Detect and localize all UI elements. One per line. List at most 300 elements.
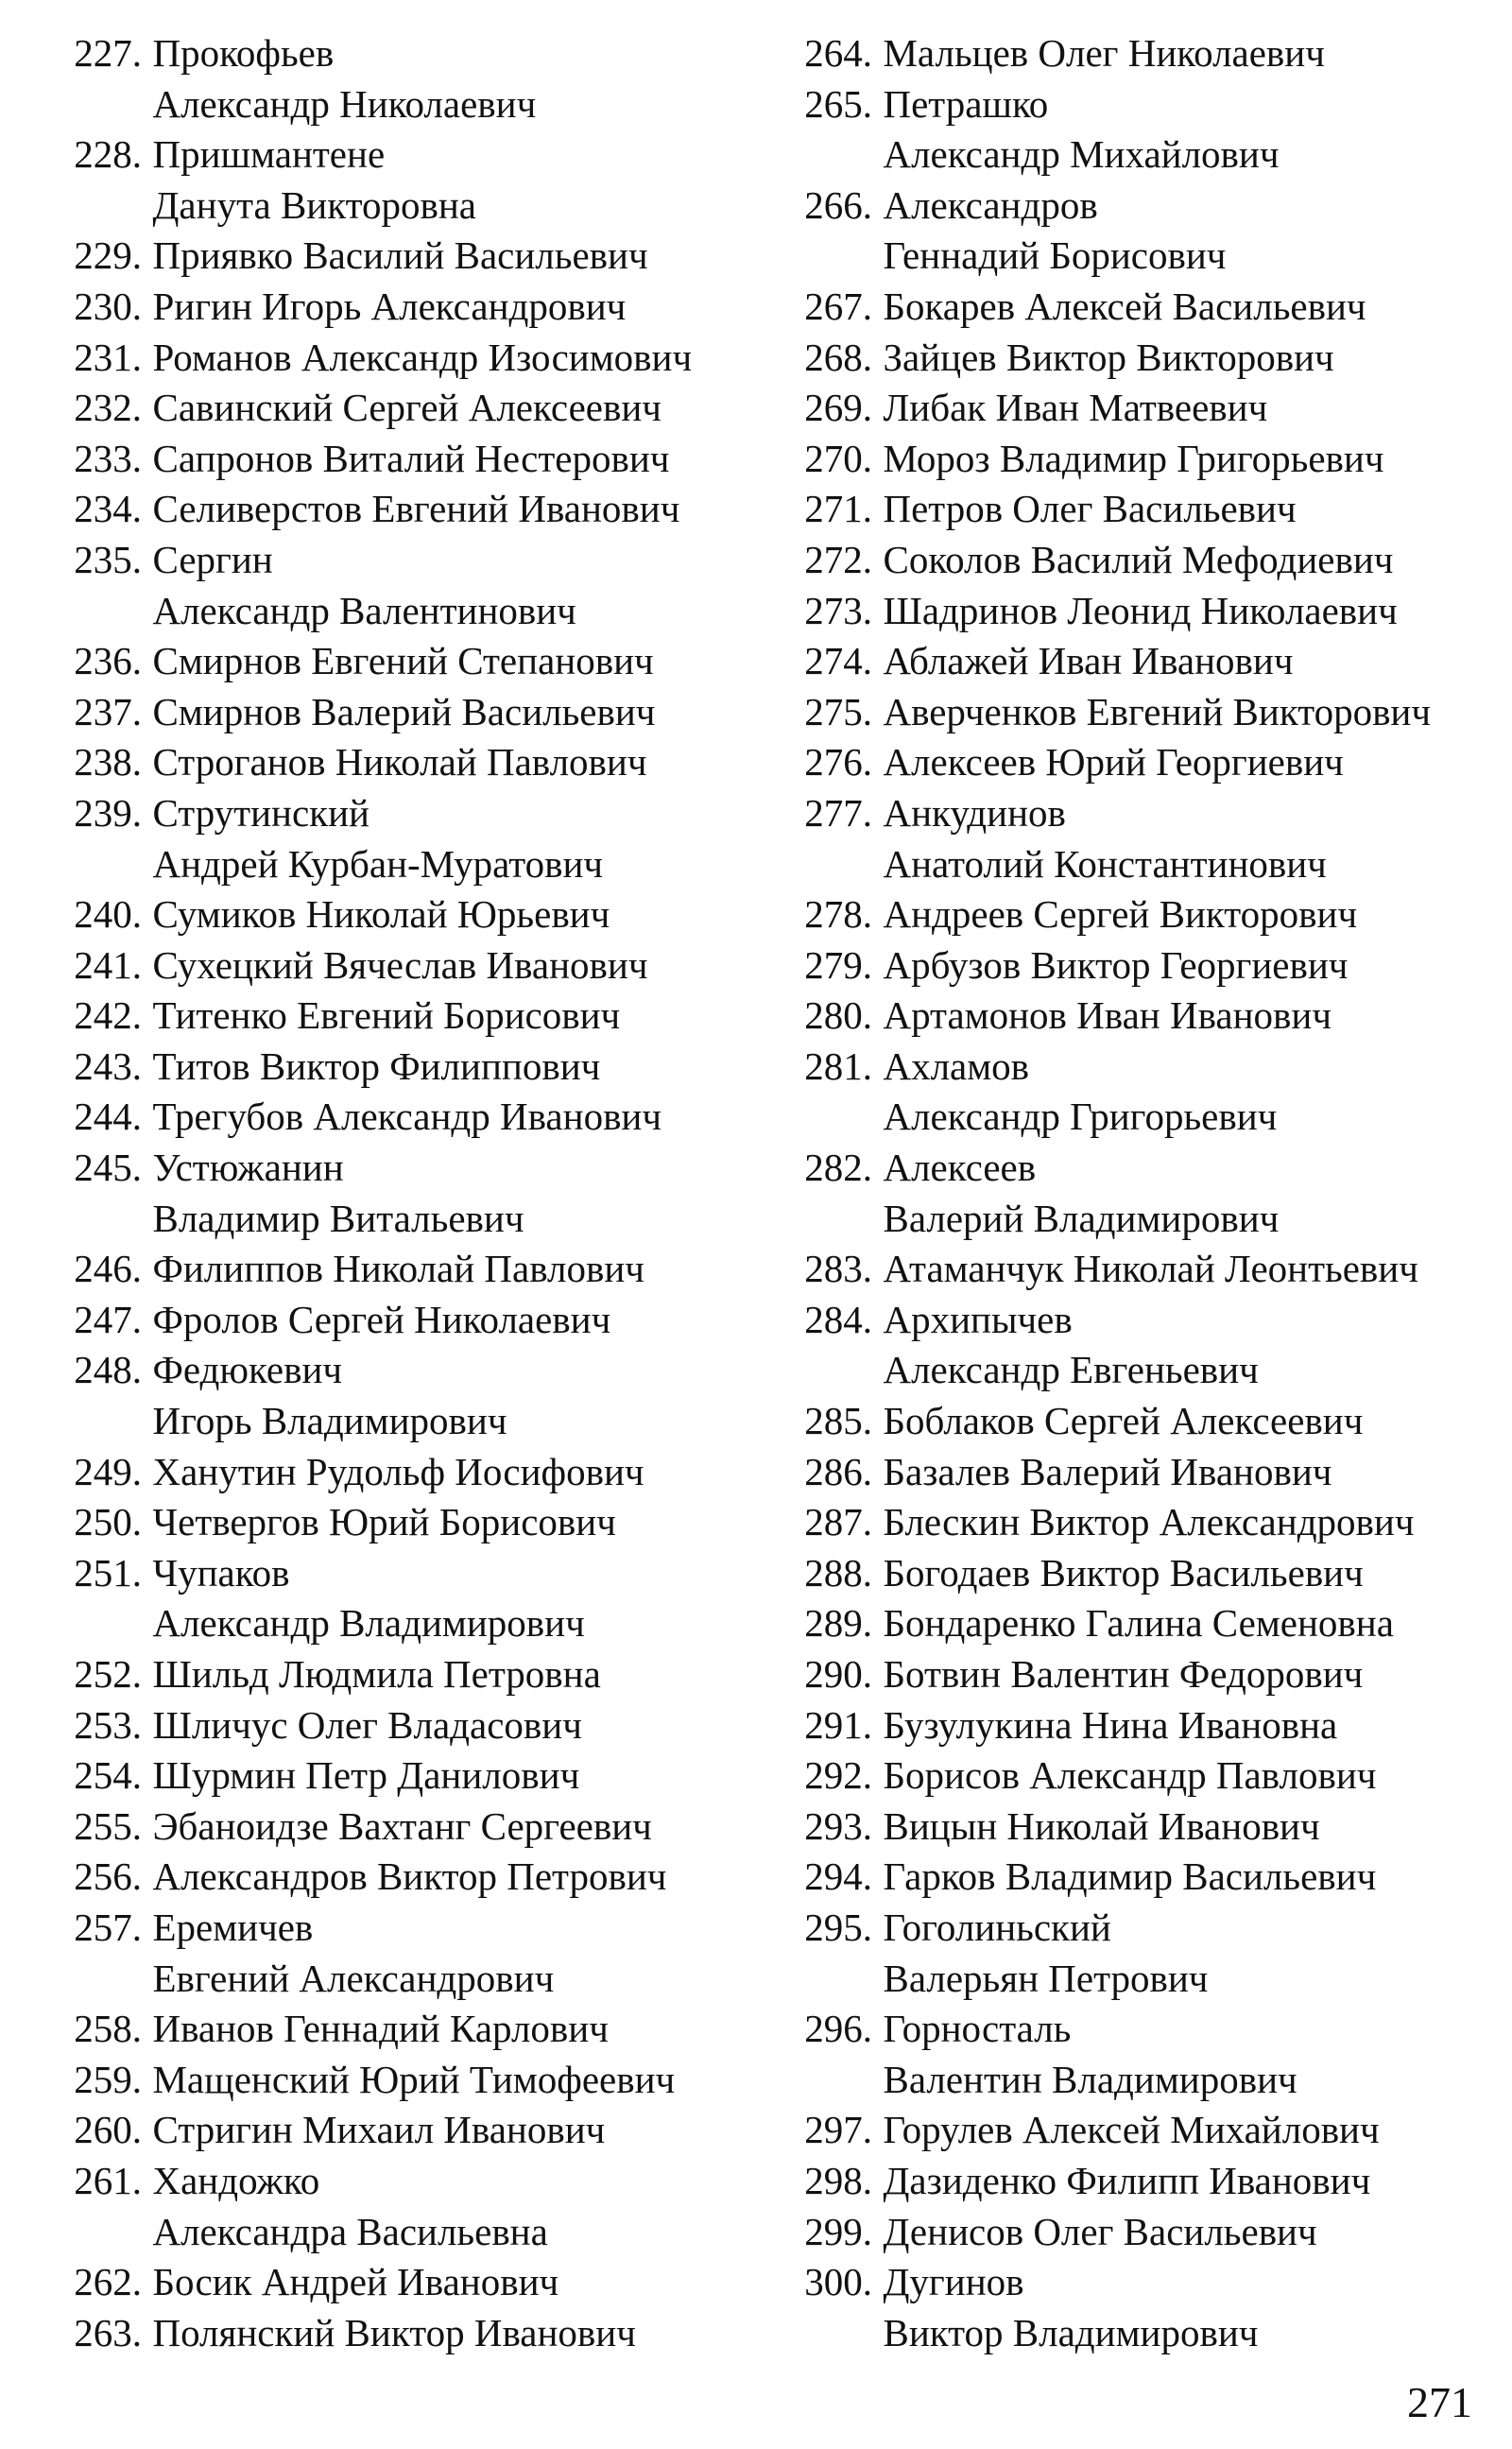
entry-line [782,2105,1491,2156]
entry-line [782,940,1491,992]
entry-line [782,2308,1491,2359]
list-entry [782,1598,1491,1649]
list-entry [52,1295,751,1346]
entry-name: Вицын Николай Иванович [883,1803,1320,1848]
entry-name: Александров [883,182,1098,227]
list-entry [782,2207,1491,2258]
entry-number: 287. [804,1500,872,1544]
entry-number: 252. [74,1652,142,1696]
entry-number: 296. [804,2007,872,2051]
entry-number: 269. [804,386,872,430]
entry-name: Сапронов Виталий Нестерович [152,436,670,480]
entry-indent [52,839,152,890]
list-entry [782,788,1491,889]
entry-indent [782,1092,883,1143]
entry-line [52,687,751,738]
entry-name: Приявко Василий Васильевич [152,233,648,278]
entry-name: Арбузов Виктор Георгиевич [883,942,1349,987]
entry-name: Еремичев [152,1905,314,1949]
list-entry [52,2156,751,2257]
list-entry [782,1852,1491,1903]
entry-line [52,1345,751,1396]
entry-name: Аблажей Иван Иванович [883,639,1294,683]
entry-name: Ханутин Рудольф Иосифович [152,1449,644,1493]
entry-name: Ахламов [883,1043,1030,1088]
entry-line [782,889,1491,940]
list-entry [782,484,1491,535]
list-entry [782,2257,1491,2358]
list-entry [782,1295,1491,1396]
entry-line [52,1649,751,1700]
list-entry [52,2105,751,2156]
entry-line [52,434,751,485]
entry-line [52,484,751,535]
list-entry [52,1042,751,1093]
entry-name: Евгений Александрович [152,1956,555,2000]
entry-name: Соколов Василий Мефодиевич [883,537,1394,581]
entry-number: 265. [804,81,872,126]
entry-line [782,737,1491,788]
entry-indent [52,1396,152,1447]
entry-line [52,2055,751,2106]
entry-line [782,1042,1491,1093]
entry-number: 276. [804,740,872,785]
entry-name: Горулев Алексей Михайлович [883,2108,1380,2152]
entry-number: 239. [74,790,142,835]
list-entry [782,1649,1491,1700]
entry-name: Петрашко [883,81,1049,126]
entry-number: 291. [804,1702,872,1747]
entry-name: Зайцев Виктор Викторович [883,335,1334,379]
entry-name: Денисов Олег Васильевич [883,2209,1317,2253]
entry-number: 253. [74,1702,142,1747]
entry-line [52,1396,751,1447]
entry-name: Шадринов Леонид Николаевич [883,588,1398,632]
entry-name: Дугинов [883,2260,1024,2304]
entry-indent [52,586,152,637]
list-entry [52,991,751,1042]
entry-line [52,2257,751,2308]
entry-line [52,129,751,181]
entry-line [782,839,1491,890]
entry-line [52,1497,751,1548]
entry-indent [782,2308,883,2359]
entry-number: 231. [74,335,142,379]
entry-name: Хандожко [152,2158,320,2202]
entry-line [782,535,1491,586]
entry-number: 270. [804,436,872,480]
list-entry [782,737,1491,788]
entry-name: Струтинский [152,790,369,835]
entry-number: 266. [804,182,872,227]
entry-line [782,2055,1491,2106]
entry-line [52,1700,751,1751]
entry-line [782,1396,1491,1447]
list-entry [782,282,1491,333]
entry-indent [782,129,883,181]
list-entry [52,2055,751,2106]
entry-indent [52,1194,152,1245]
entry-line [782,181,1491,232]
entry-line [782,1447,1491,1498]
entry-number: 251. [74,1550,142,1595]
entry-number: 228. [74,132,142,177]
entry-number: 240. [74,892,142,937]
entry-number: 233. [74,436,142,480]
entry-number: 279. [804,942,872,987]
entry-name: Устюжанин [152,1146,344,1190]
entry-number: 282. [804,1146,872,1190]
entry-number: 263. [74,2310,142,2354]
entry-name: Ригин Игорь Александрович [152,284,627,328]
entry-number: 273. [804,588,872,632]
entry-indent [52,181,152,232]
entry-line [782,1954,1491,2005]
entry-indent [782,2055,883,2106]
entry-number: 241. [74,942,142,987]
entry-line [782,2004,1491,2055]
list-entry [782,1548,1491,1599]
entry-name: Мальцев Олег Николаевич [883,31,1325,75]
entry-name: Александр Валентинович [152,588,576,632]
entry-number: 232. [74,386,142,430]
entry-indent [52,2207,152,2258]
entry-number: 229. [74,233,142,278]
entry-line [782,2207,1491,2258]
entry-number: 284. [804,1297,872,1341]
list-entry [782,1143,1491,1244]
list-entry [52,282,751,333]
entry-number: 293. [804,1803,872,1848]
list-entry [782,1903,1491,2004]
entry-indent [782,1345,883,1396]
entry-line [782,282,1491,333]
entry-name: Артамонов Иван Иванович [883,993,1332,1038]
entry-name: Бокарев Алексей Васильевич [883,284,1366,328]
entry-number: 257. [74,1905,142,1949]
list-entry [782,1802,1491,1853]
list-entry [782,2156,1491,2207]
entry-line [782,1092,1491,1143]
entry-name: Данута Викторовна [152,182,476,227]
entry-name: Атаманчук Николай Леонтьевич [883,1247,1418,1291]
list-entry [52,2308,751,2359]
entry-name: Филиппов Николай Павлович [152,1247,644,1291]
list-entry [782,889,1491,940]
entry-name: Прокофьев [152,31,335,75]
entry-line [52,1903,751,1954]
entry-line [52,1143,751,1194]
list-entry [52,231,751,282]
list-entry [52,1447,751,1498]
entry-line [782,1903,1491,1954]
entry-number: 297. [804,2108,872,2152]
entry-line [52,79,751,130]
list-entry [782,1042,1491,1143]
entry-line [52,535,751,586]
entry-number: 242. [74,993,142,1038]
entry-line [52,889,751,940]
entry-number: 289. [804,1601,872,1646]
entry-indent [52,1954,152,2005]
list-entry [52,1802,751,1853]
entry-name: Андреев Сергей Викторович [883,892,1358,937]
entry-line [782,1244,1491,1295]
list-entry [52,788,751,889]
entry-line [52,1244,751,1295]
entry-indent [782,1954,883,2005]
entry-line [52,1092,751,1143]
entry-number: 274. [804,639,872,683]
list-entry [782,1700,1491,1751]
entry-line [52,2308,751,2359]
entry-line [782,383,1491,434]
entry-indent [782,839,883,890]
entry-line [52,991,751,1042]
entry-line [782,1802,1491,1853]
entry-line [782,1548,1491,1599]
entry-number: 235. [74,537,142,581]
entry-name: Сергин [152,537,273,581]
entry-number: 280. [804,993,872,1038]
entry-number: 271. [804,487,872,531]
entry-number: 298. [804,2158,872,2202]
entry-name: Шильд Людмила Петровна [152,1652,601,1696]
list-entry [782,383,1491,434]
entry-line [52,1802,751,1853]
entry-name: Савинский Сергей Алексеевич [152,386,662,430]
entry-line [52,181,751,232]
entry-name: Сумиков Николай Юрьевич [152,892,610,937]
entry-line [782,687,1491,738]
entry-number: 292. [804,1753,872,1798]
list-entry [782,2004,1491,2105]
left-column [52,28,751,2358]
entry-line [52,1548,751,1599]
list-entry [52,1852,751,1903]
entry-name: Блескин Виктор Александрович [883,1500,1415,1544]
entry-number: 277. [804,790,872,835]
list-entry [52,434,751,485]
entry-name: Романов Александр Изосимович [152,335,693,379]
entry-name: Смирнов Валерий Васильевич [152,689,656,733]
list-entry [52,1548,751,1649]
entry-number: 288. [804,1550,872,1595]
entry-number: 264. [804,31,872,75]
entry-number: 237. [74,689,142,733]
entry-name: Мащенский Юрий Тимофеевич [152,2057,676,2101]
entry-name: Чупаков [152,1550,290,1595]
entry-number: 281. [804,1043,872,1088]
entry-line [782,788,1491,839]
entry-line [52,586,751,637]
entry-name: Игорь Владимирович [152,1399,507,1443]
list-entry [52,535,751,636]
entry-number: 260. [74,2108,142,2152]
entry-number: 294. [804,1854,872,1899]
entry-number: 268. [804,335,872,379]
entry-line [52,1447,751,1498]
list-entry [782,586,1491,637]
entry-name: Богодаев Виктор Васильевич [883,1550,1364,1595]
entry-line [782,1345,1491,1396]
entry-line [782,1598,1491,1649]
entry-name: Сухецкий Вячеслав Иванович [152,942,648,987]
entry-number: 278. [804,892,872,937]
list-entry [52,2257,751,2308]
entry-line [52,282,751,333]
entry-name: Геннадий Борисович [883,233,1227,278]
entry-line [782,129,1491,181]
entry-number: 258. [74,2007,142,2051]
list-entry [782,181,1491,282]
right-column [782,28,1491,2358]
entry-line [52,1751,751,1802]
list-entry [782,2105,1491,2156]
entry-line [52,1042,751,1093]
list-entry [52,687,751,738]
entry-name: Шличус Олег Владасович [152,1702,582,1747]
entry-number: 256. [74,1854,142,1899]
list-entry [782,991,1491,1042]
entry-name: Александр Григорьевич [883,1095,1278,1139]
entry-line [782,586,1491,637]
entry-name: Смирнов Евгений Степанович [152,639,654,683]
entry-name: Пришмантене [152,132,386,177]
entry-name: Стригин Михаил Иванович [152,2108,606,2152]
entry-number: 238. [74,740,142,785]
entry-name: Владимир Витальевич [152,1196,524,1240]
entry-line [52,737,751,788]
entry-name: Фролов Сергей Николаевич [152,1297,611,1341]
entry-name: Бузулукина Нина Ивановна [883,1702,1338,1747]
entry-name: Ботвин Валентин Федорович [883,1652,1364,1696]
list-entry [782,1244,1491,1295]
list-entry [52,1345,751,1446]
entry-line [782,1649,1491,1700]
entry-line [52,2004,751,2055]
entry-name: Дазиденко Филипп Иванович [883,2158,1371,2202]
entry-name: Валентин Владимирович [883,2057,1297,2101]
entry-line [782,1700,1491,1751]
entry-name: Мороз Владимир Григорьевич [883,436,1384,480]
entry-line [782,1143,1491,1194]
entry-number: 259. [74,2057,142,2101]
entry-number: 285. [804,1399,872,1443]
entry-indent [52,1598,152,1649]
entry-name: Титов Виктор Филиппович [152,1043,601,1088]
page-number: 271 [1407,2378,1472,2426]
entry-line [782,434,1491,485]
list-entry [52,1497,751,1548]
entry-line [782,1194,1491,1245]
list-entry [52,889,751,940]
list-entry [782,333,1491,384]
entry-line [52,1852,751,1903]
entry-name: Александр Евгеньевич [883,1348,1259,1392]
entry-name: Титенко Евгений Борисович [152,993,621,1038]
entry-line [782,991,1491,1042]
entry-line [52,839,751,890]
entry-name: Анатолий Константинович [883,841,1327,886]
entry-name: Гарков Владимир Васильевич [883,1854,1377,1899]
entry-line [782,1497,1491,1548]
entry-number: 261. [74,2158,142,2202]
list-entry [52,484,751,535]
entry-number: 227. [74,31,142,75]
entry-line [782,1852,1491,1903]
entry-name: Шурмин Петр Данилович [152,1753,580,1798]
entry-number: 262. [74,2260,142,2304]
entry-line [52,28,751,79]
entry-line [782,28,1491,79]
entry-number: 250. [74,1500,142,1544]
entry-number: 247. [74,1297,142,1341]
entry-name: Аверченков Евгений Викторович [883,689,1431,733]
entry-number: 246. [74,1247,142,1291]
list-entry [782,687,1491,738]
entry-name: Боблаков Сергей Алексеевич [883,1399,1364,1443]
entry-name: Четвергов Юрий Борисович [152,1500,616,1544]
list-entry [782,940,1491,992]
entry-name: Петров Олег Васильевич [883,487,1297,531]
entry-line [52,333,751,384]
entry-number: 255. [74,1803,142,1848]
list-entry [782,1396,1491,1447]
entry-number: 286. [804,1449,872,1493]
entry-number: 295. [804,1905,872,1949]
entry-number: 248. [74,1348,142,1392]
entry-line [52,788,751,839]
entry-line [52,1598,751,1649]
entry-line [782,636,1491,687]
list-entry [52,28,751,129]
entry-line [782,333,1491,384]
list-entry [52,383,751,434]
list-entry [52,2004,751,2055]
entry-line [52,383,751,434]
entry-name: Валерьян Петрович [883,1956,1209,2000]
entry-number: 230. [74,284,142,328]
list-entry [52,1903,751,2004]
list-entry [782,434,1491,485]
entry-name: Селиверстов Евгений Иванович [152,487,680,531]
entry-number: 245. [74,1146,142,1190]
entry-indent [52,79,152,130]
entry-name: Федюкевич [152,1348,343,1392]
list-entry [782,1751,1491,1802]
entry-name: Либак Иван Матвеевич [883,386,1268,430]
entry-name: Трегубов Александр Иванович [152,1095,662,1139]
entry-name: Базалев Валерий Иванович [883,1449,1332,1493]
entry-line [52,1954,751,2005]
entry-line [52,2105,751,2156]
list-entry [782,535,1491,586]
list-entry [52,1700,751,1751]
entry-line [782,2257,1491,2308]
list-entry [52,636,751,687]
list-entry [52,1143,751,1244]
entry-number: 249. [74,1449,142,1493]
entry-name: Борисов Александр Павлович [883,1753,1377,1798]
entry-line [782,79,1491,130]
list-entry [52,1751,751,1802]
list-entry [782,28,1491,79]
entry-line [52,940,751,992]
entry-line [52,636,751,687]
entry-line [782,231,1491,282]
entry-line [782,2156,1491,2207]
